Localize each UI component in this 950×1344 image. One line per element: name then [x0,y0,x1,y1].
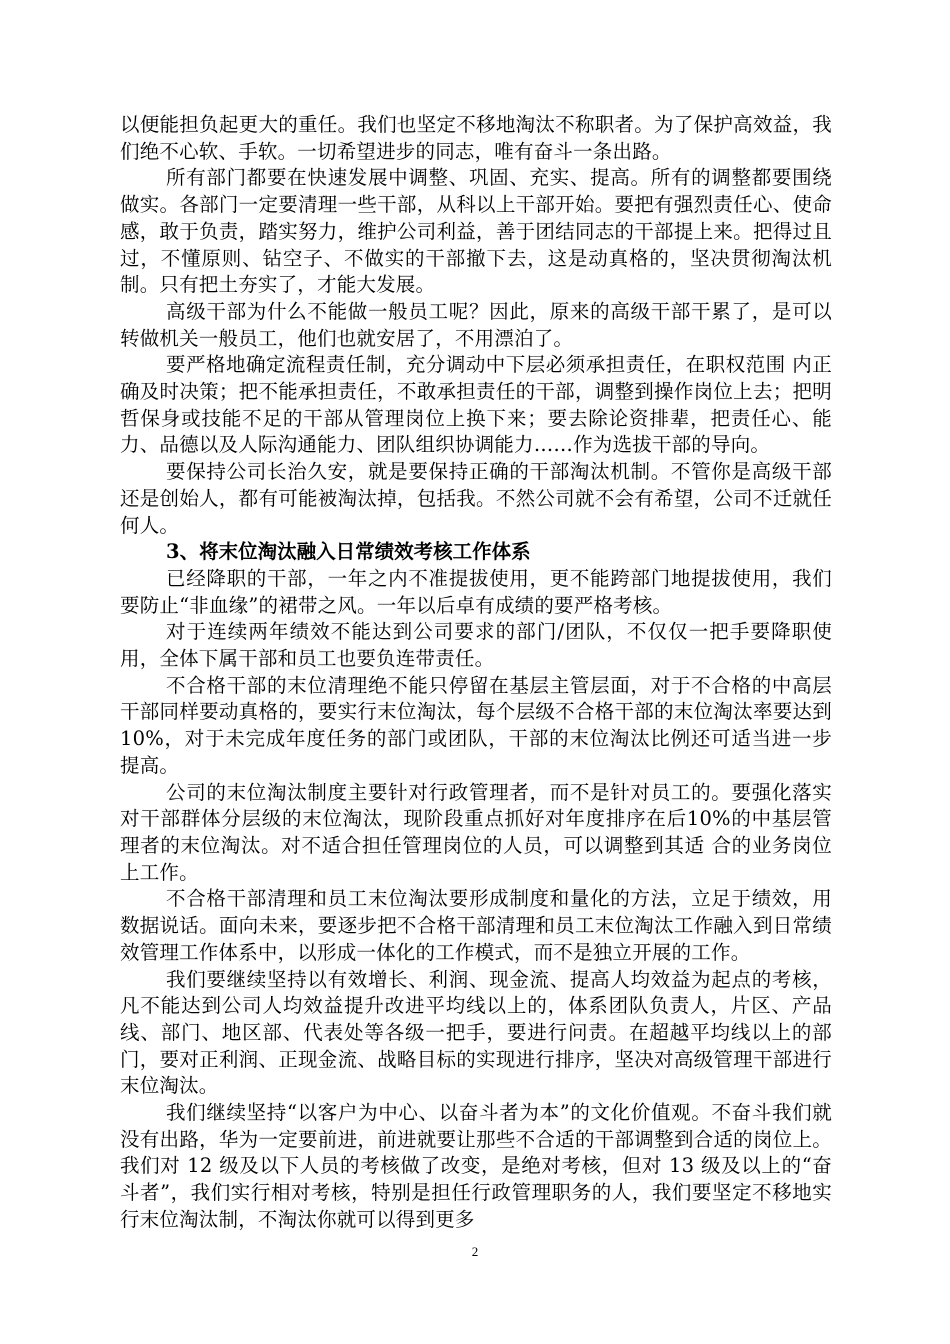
body-paragraph-12: 我们继续坚持“以客户为中心、以奋斗者为本”的文化价值观。不奋斗我们就没有出路，华为一定要前进，前进就要让那些不合适的干部调整到合适的岗位上。我们对 12 级及以下人员的考核做了改变，是绝对考核，但对 13 级及以上的“奋斗者”，我们实行相对考核，特别是担任行政管理职务的人，我们要坚定不移地实行末位淘汰制，不淘汰你就可以得到更多 [120,1101,832,1231]
body-paragraph-7: 对于连续两年绩效不能达到公司要求的部门/团队，不仅仅一把手要降职使用，全体下属干部和员工也要负连带责任。 [120,620,832,671]
body-paragraph-9: 公司的末位淘汰制度主要针对行政管理者，而不是针对员工的。要强化落实对干部群体分层级的末位淘汰，现阶段重点抓好对年度排序在后10%的中基层管理者的末位淘汰。对不适合担任管理岗位的人员，可以调整到其适 合的业务岗位上工作。 [120,780,832,884]
body-paragraph-6: 已经降职的干部，一年之内不准提拔使用，更不能跨部门地提拔使用，我们要防止“非血缘”的裙带之风。一年以后卓有成绩的要严格考核。 [120,566,832,617]
body-paragraph-10: 不合格干部清理和员工末位淘汰要形成制度和量化的方法，立足于绩效，用数据说话。面向未来，要逐步把不合格干部清理和员工末位淘汰工作融入到日常绩效管理工作体系中，以形成一体化的工作模式，而不是独立开展的工作。 [120,887,832,964]
document-page [120,112,832,1234]
body-paragraph-2: 所有部门都要在快速发展中调整、巩固、充实、提高。所有的调整都要围绕做实。各部门一定要清理一些干部，从科以上干部开始。要把有强烈责任心、使命感，敢于负责，踏实努力，维护公司利益，善于团结同志的干部提上来。把得过且过，不懂原则、钻空子、不做实的干部撤下去，这是动真格的，坚决贯彻淘汰机制。只有把土夯实了，才能大发展。 [120,166,832,297]
section-heading: 3、将末位淘汰融入日常绩效考核工作体系 [166,540,531,564]
body-paragraph-5: 要保持公司长治久安，就是要保持正确的干部淘汰机制。不管你是高级干部还是创始人，都有可能被淘汰掉，包括我。不然公司就不会有希望，公司不迁就任何人。 [120,460,832,537]
body-paragraph-1: 以便能担负起更大的重任。我们也坚定不移地淘汰不称职者。为了保护高效益，我们绝不心软、手软。一切希望进步的同志，唯有奋斗一条出路。 [120,113,832,163]
page-number: 2 [471,1244,479,1259]
body-paragraph-4: 要严格地确定流程责任制，充分调动中下层必须承担责任，在职权范围 内正确及时决策；把不能承担责任，不敢承担责任的干部，调整到操作岗位上去；把明哲保身或技能不足的干部从管理岗位上换下来；要去除论资排辈，把责任心、能力、品德以及人际沟通能力、团队组织协调能力……作为选拔干部的导向。 [120,353,832,457]
body-paragraph-11: 我们要继续坚持以有效增长、利润、现金流、提高人均效益为起点的考核，凡不能达到公司人均效益提升改进平均线以上的，体系团队负责人，片区、产品线、部门、地区部、代表处等各级一把手，要进行问责。在超越平均线以上的部门，要对正利润、正现金流、战略目标的实现进行排序，坚决对高级管理干部进行末位淘汰。 [120,967,832,1098]
body-paragraph-3: 高级干部为什么不能做一般员工呢？因此，原来的高级干部干累了，是可以转做机关一般员工，他们也就安居了，不用漂泊了。 [120,299,832,350]
body-paragraph-8: 不合格干部的末位清理绝不能只停留在基层主管层面，对于不合格的中高层干部同样要动真格的，要实行末位淘汰，每个层级不合格干部的末位淘汰率要达到 10%，对于未完成年度任务的部门或团队，干部的末位淘汰比例还可适当进一步提高。 [120,673,832,777]
